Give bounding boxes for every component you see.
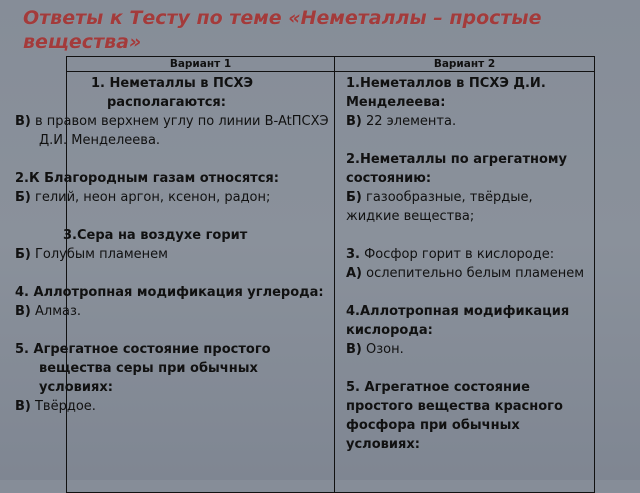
question-4: 4.Аллотропная модификация кислорода: (346, 304, 570, 338)
answer-letter: Б) (15, 190, 31, 205)
answer-5 (15, 397, 330, 416)
header-variant-1: Вариант 1 (67, 57, 335, 72)
question-number: 2. (15, 171, 29, 186)
answer-text: 22 элемента. (361, 114, 457, 129)
header-variant-2: Вариант 2 (335, 57, 595, 72)
answer-text: в правом верхнем углу по линии B-AtПСХЭ Д.И. Менделеева. (30, 114, 329, 148)
answer-text: Озон. (361, 342, 404, 357)
variant-2-cell (335, 72, 595, 493)
answer-1 (15, 112, 330, 150)
page-title: Ответы к Тесту по теме «Неметаллы – простые вещества» (23, 7, 542, 53)
answer-3 (346, 264, 590, 283)
variant-2-content (335, 72, 594, 454)
answer-text: гелий, неон аргон, ксенон, радон; (30, 190, 271, 205)
answers-table (15, 56, 595, 493)
answer-3 (15, 245, 330, 264)
question-number: 3. (346, 247, 360, 262)
question-1: 1. Неметаллы в ПСХЭ располагаются: (91, 76, 254, 110)
answer-4 (15, 302, 330, 321)
answer-letter: В) (15, 304, 31, 319)
variant-1-cell (15, 72, 335, 493)
answer-letter: В) (15, 114, 31, 129)
answer-text: газообразные, твёрдые, жидкие вещества; (346, 190, 533, 224)
answer-letter: В) (15, 399, 31, 414)
question-1: 1.Неметаллов в ПСХЭ Д.И. Менделеева: (346, 76, 546, 110)
answer-2 (15, 188, 330, 207)
answer-letter: Б) (15, 247, 31, 262)
answer-4 (346, 340, 590, 359)
question-2: 2.Неметаллы по агрегатному состоянию: (346, 152, 567, 186)
table-header-row (67, 57, 595, 72)
question-5: 5. Агрегатное состояние простого вещества красного фосфора при обычных условиях: (346, 380, 563, 452)
answer-text: Твёрдое. (30, 399, 96, 414)
question-5: 5. Агрегатное состояние простого вещества серы при обычных условиях: (15, 342, 271, 395)
answer-text: Алмаз. (30, 304, 82, 319)
answer-1 (346, 112, 590, 131)
answer-text: ослепительно белым пламенем (362, 266, 585, 281)
variant-1-content (15, 72, 334, 416)
answer-letter: Б) (346, 190, 362, 205)
answer-letter: В) (346, 114, 362, 129)
question-3 (346, 245, 590, 264)
question-2 (15, 169, 330, 188)
question-4: 4. Аллотропная модификация углерода: (15, 285, 324, 300)
answer-text: Голубым пламенем (30, 247, 168, 262)
question-text: Фосфор горит в кислороде: (359, 247, 555, 262)
answer-letter: В) (346, 342, 362, 357)
table-row (67, 72, 595, 493)
answer-2 (346, 188, 590, 226)
question-3: 3.Сера на воздухе горит (63, 228, 248, 243)
question-text: К Благородным газам относятся: (28, 171, 279, 186)
answer-letter: А) (346, 266, 363, 281)
